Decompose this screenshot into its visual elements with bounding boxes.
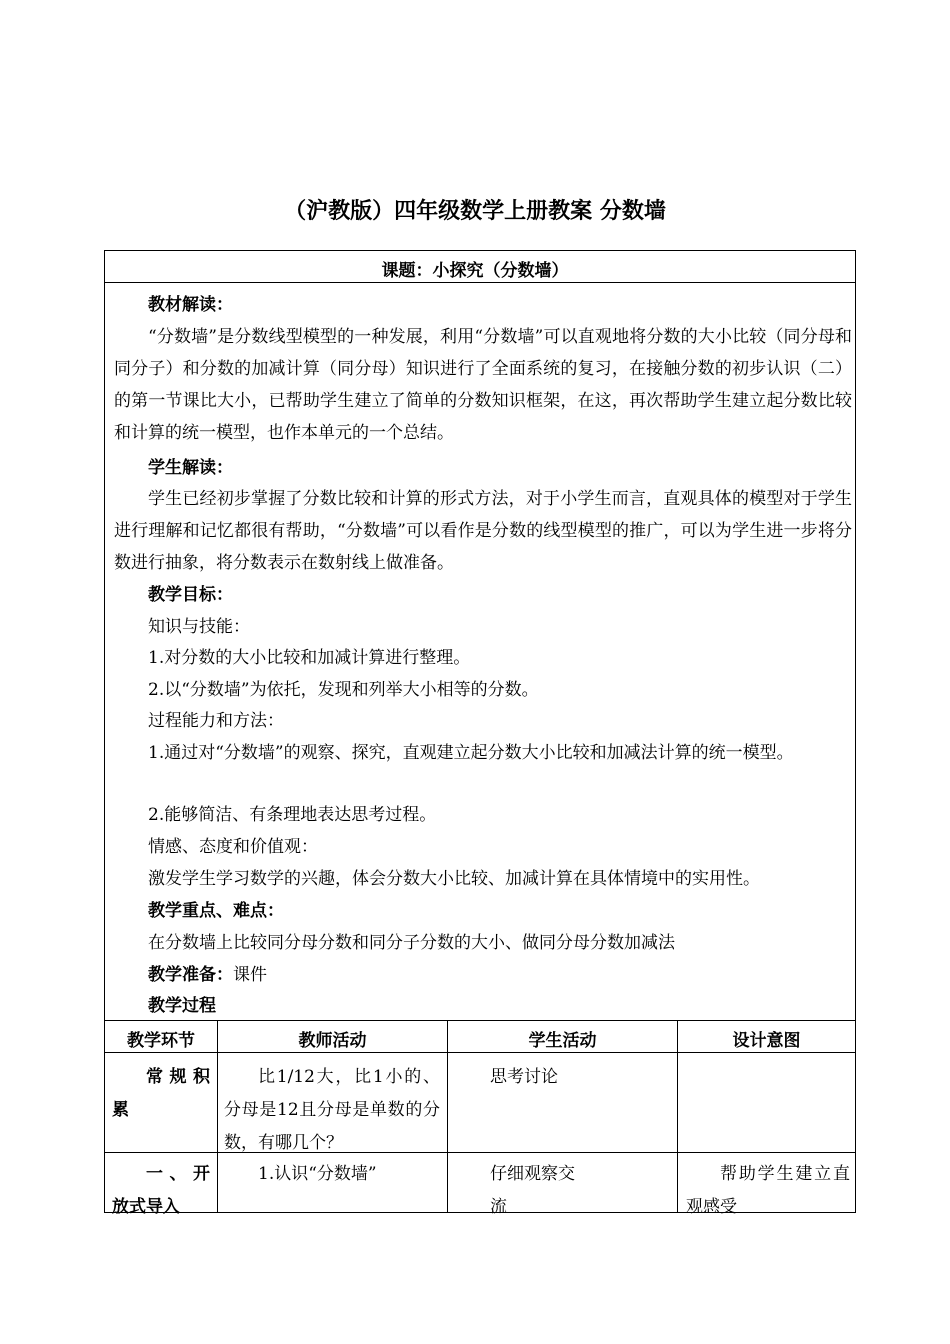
preparation-heading: 教学准备： [148,965,233,985]
material-text: “分数墙”是分数线型模型的一种发展，利用“分数墙”可以直观地将分数的大小比较（同分母和同分子）和分数的加减计算（同分母）知识进行了全面系统的复习，在接触分数的初步认识（二）的第一节课比大小，已帮助学生建立了简单的分数知识框架，在这，再次帮助学生建立起分数比较和计算的统一模型，也作本单元的一个总结。 [114,327,852,443]
process-item-2: 2.能够简洁、有条理地表达思考过程。 [148,805,437,825]
table-row-2-teacher: 1.认识“分数墙” [258,1164,377,1184]
table-row-1-stage: 常规积累 [112,1067,210,1120]
teaching-process-heading: 教学过程 [148,996,216,1016]
table-row-2-stage: 一、开放式导入 [112,1164,210,1217]
preparation-text: 课件 [233,965,267,985]
emotion-heading: 情感、态度和价值观： [148,837,318,857]
table-row-1-teacher: 比1/12大，比1小的、分母是12且分母是单数的分数，有哪几个？ [224,1067,440,1153]
process-heading: 过程能力和方法： [148,711,284,731]
key-points-heading: 教学重点、难点： [148,901,284,921]
goals-heading: 教学目标： [148,585,233,605]
lesson-topic: 课题：小探究（分数墙） [381,261,569,281]
knowledge-item-2: 2.以“分数墙”为依托，发现和列举大小相等的分数。 [148,680,539,700]
knowledge-heading: 知识与技能： [148,617,250,637]
process-item-1: 1.通过对“分数墙”的观察、探究，直观建立起分数大小比较和加减法计算的统一模型。 [148,743,794,763]
student-heading: 学生解读： [148,458,233,478]
knowledge-item-1: 1.对分数的大小比较和加减计算进行整理。 [148,648,471,668]
document-title: （沪教版）四年级数学上册教案 分数墙 [284,199,666,224]
table-row-2-student: 仔细观察交流 [490,1164,575,1217]
emotion-text: 激发学生学习数学的兴趣，体会分数大小比较、加减计算在具体情境中的实用性。 [148,869,760,889]
material-heading: 教材解读： [148,295,233,315]
col-header-teacher: 教师活动 [298,1031,367,1051]
student-text: 学生已经初步掌握了分数比较和计算的形式方法，对于小学生而言，直观具体的模型对于学生进行理解和记忆都很有帮助，“分数墙”可以看作是分数的线型模型的推广，可以为学生进一步将分数进行抽象，将分数表示在数射线上做准备。 [114,489,852,573]
col-header-intent: 设计意图 [732,1031,801,1051]
col-header-stage: 教学环节 [127,1031,195,1051]
key-points-text: 在分数墙上比较同分母分数和同分子分数的大小、做同分母分数加减法 [148,933,675,953]
table-row-1-student: 思考讨论 [490,1067,558,1087]
col-header-student: 学生活动 [528,1031,597,1051]
preparation-line [148,963,267,987]
table-row-2-intent: 帮助学生建立直观感受 [686,1164,850,1217]
